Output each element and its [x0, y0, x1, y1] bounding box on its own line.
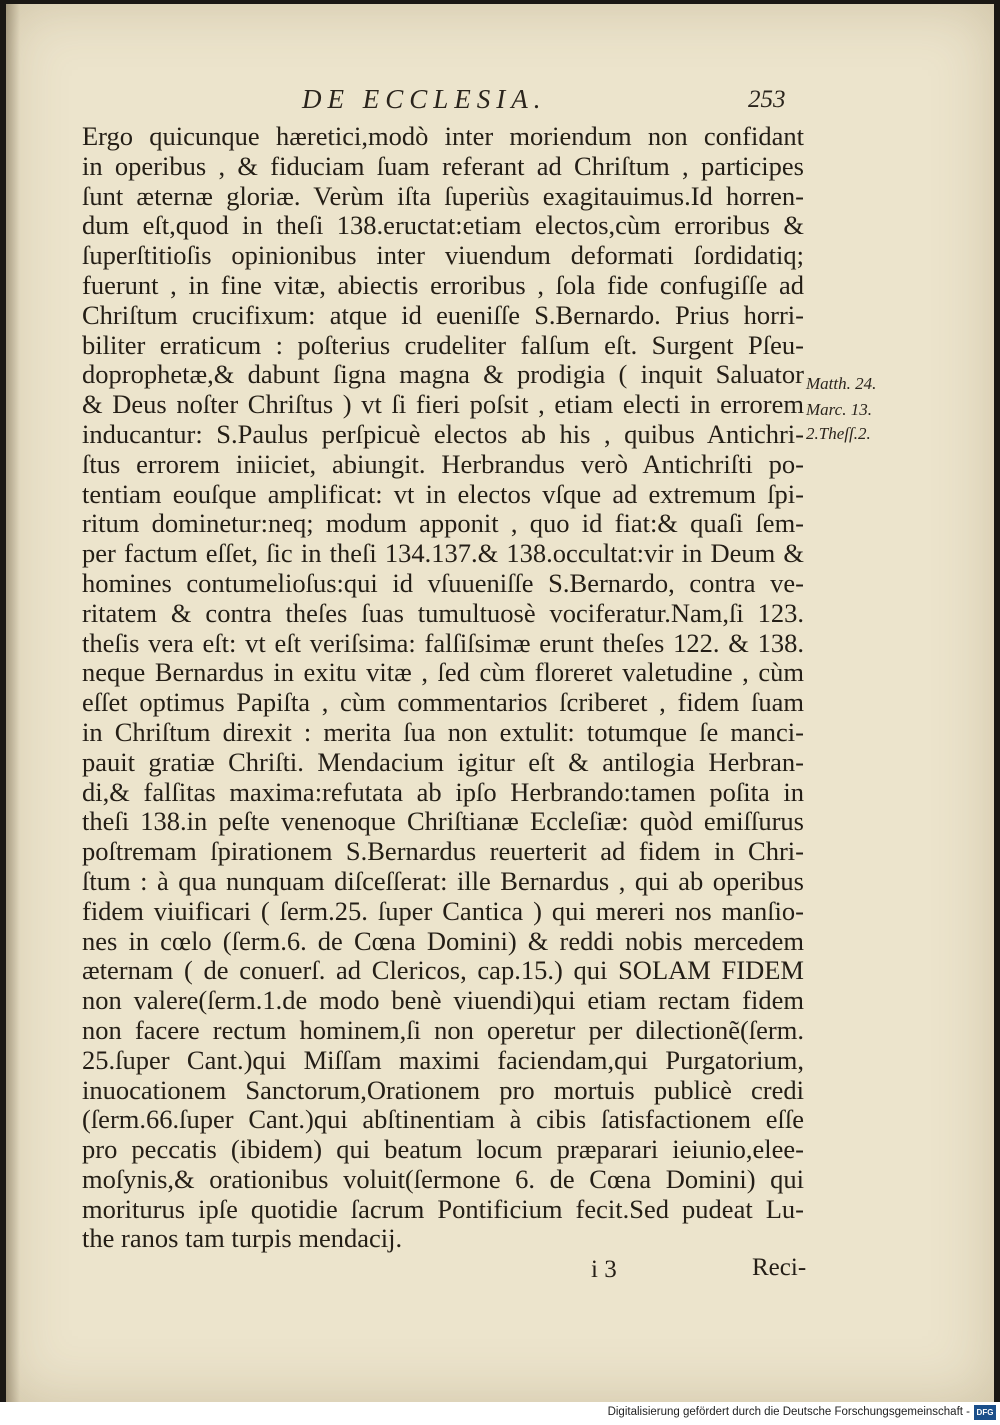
margin-note: Marc. 13.	[806, 400, 872, 419]
text-line: in operibus , & fiduciam ſuam referant ad Chriſtum , participes	[82, 150, 804, 181]
text-line: fuerunt , in fine vitæ, abiectis erroribus , ſola fide confugiſſe ad	[82, 269, 804, 300]
text-line: ritum dominetur:neq; modum apponit , quo id fiat:& quaſi ſem-	[82, 508, 804, 539]
body-text	[82, 122, 804, 1254]
text-line: moſynis,& orationibus voluit(ſermone 6. de Cœna Domini) qui	[82, 1163, 804, 1194]
text-line: doprophetæ,& dabunt ſigna magna & prodigia ( inquit Saluator	[82, 359, 804, 390]
funding-notice: Digitalisierung gefördert durch die Deutsche Forschungsgemeinschaft -	[607, 1406, 970, 1418]
dfg-logo-icon: DFG	[974, 1405, 996, 1420]
text-line: inducantur: S.Paulus perſpicuè electos ab his , quibus Antichri-	[82, 418, 804, 449]
text-line: biliter erraticum : poſterius crudeliter falſum eſt. Surgent Pſeu-	[82, 329, 804, 360]
text-line: tentiam eouſque amplificat: vt in electos vſque ad extremum ſpi-	[82, 478, 804, 509]
text-line: pro peccatis (ibidem) qui beatum locum præparari ieiunio,elee-	[82, 1134, 804, 1165]
text-line: di,& falſitas maxima:refutata ab ipſo Herbrando:tamen poſita in	[82, 776, 804, 807]
digitization-footer	[0, 1402, 1000, 1425]
book-page	[6, 4, 994, 1402]
running-head: DE ECCLESIA.	[302, 84, 547, 114]
text-line: the ranos tam turpis mendacij.	[82, 1223, 403, 1254]
text-line: homines contumelioſus:qui id vſuueniſſe S.Bernardo, contra ve-	[82, 567, 804, 598]
text-line: theſis vera eſt: vt eſt veriſsima: falſiſsimæ erunt theſes 122. & 138.	[82, 627, 804, 658]
text-line: in Chriſtum direxit : merita ſua non extulit: totumque ſe manci-	[82, 716, 804, 747]
text-line: pauit gratiæ Chriſti. Mendacium igitur eſt & antilogia Herbran-	[82, 746, 804, 777]
text-line: ſtus errorem iniiciet, abiungit. Herbrandus verò Antichriſti po-	[82, 448, 804, 479]
text-line: fidem viuificari ( ſerm.25. ſuper Cantica ) qui mereri nos manſio-	[82, 895, 804, 926]
signature-mark: i 3	[591, 1256, 617, 1283]
margin-note: Matth. 24.	[806, 374, 877, 393]
text-line: nes in cœlo (ſerm.6. de Cœna Domini) & reddi nobis mercedem	[82, 925, 804, 956]
text-line: eſſet optimus Papiſta , cùm commentarios ſcriberet , fidem ſuam	[82, 687, 804, 718]
text-line: dum eſt,quod in theſi 138.eructat:etiam electos,cùm erroribus &	[82, 210, 804, 241]
text-line: per factum eſſet, ſic in theſi 134.137.& 138.occultat:vir in Deum &	[82, 538, 804, 569]
text-line: poſtremam ſpirationem S.Bernardus reuerterit ad fidem in Chri-	[82, 836, 804, 867]
text-line: Ergo quicunque hæretici,modò inter moriendum non confidant	[82, 121, 804, 151]
text-line: æternam ( de conuerſ. ad Clericos, cap.15.) qui SOLAM FIDEM	[82, 955, 804, 986]
text-line: theſi 138.in peſte venenoque Chriſtianæ Eccleſiæ: quòd emiſſurus	[82, 806, 804, 837]
text-line: inuocationem Sanctorum,Orationem pro mortuis publicè credi	[82, 1074, 804, 1105]
text-line: (ſerm.66.ſuper Cant.)qui abſtinentiam à cibis ſatisfactionem eſſe	[82, 1104, 804, 1135]
text-line: non valere(ſerm.1.de modo benè viuendi)qui etiam rectam fidem	[82, 985, 804, 1016]
margin-note: 2.Theſſ.2.	[806, 424, 871, 443]
text-line: Chriſtum crucifixum: atque id eueniſſe S.Bernardo. Prius horri-	[82, 299, 804, 330]
text-line: ritatem & contra theſes ſuas tumultuosè vociferatur.Nam,ſi 123.	[82, 597, 804, 628]
text-line: & Deus noſter Chriſtus ) vt ſi fieri poſsit , etiam electi in errorem	[82, 389, 804, 420]
text-line: ſtum : à qua nunquam diſceſſerat: ille Bernardus , qui ab operibus	[82, 865, 804, 896]
text-line: 25.ſuper Cant.)qui Miſſam maximi faciendam,qui Purgatorium,	[82, 1044, 804, 1075]
page-number: 253	[748, 86, 786, 113]
text-line: ſunt æternæ gloriæ. Verùm iſta ſuperiùs exagitauimus.Id horren-	[82, 180, 804, 211]
text-line: non facere rectum hominem,ſi non operetur per dilectionẽ(ſerm.	[82, 1014, 804, 1045]
text-line: moriturus ipſe quotidie ſacrum Pontificium fecit.Sed pudeat Lu-	[82, 1193, 804, 1224]
text-line: neque Bernardus in exitu vitæ , ſed cùm floreret valetudine , cùm	[82, 657, 804, 688]
catchword: Reci-	[752, 1254, 807, 1281]
text-line: ſuperſtitioſis opinionibus inter viuendum deformati ſordidatiq;	[82, 240, 804, 271]
